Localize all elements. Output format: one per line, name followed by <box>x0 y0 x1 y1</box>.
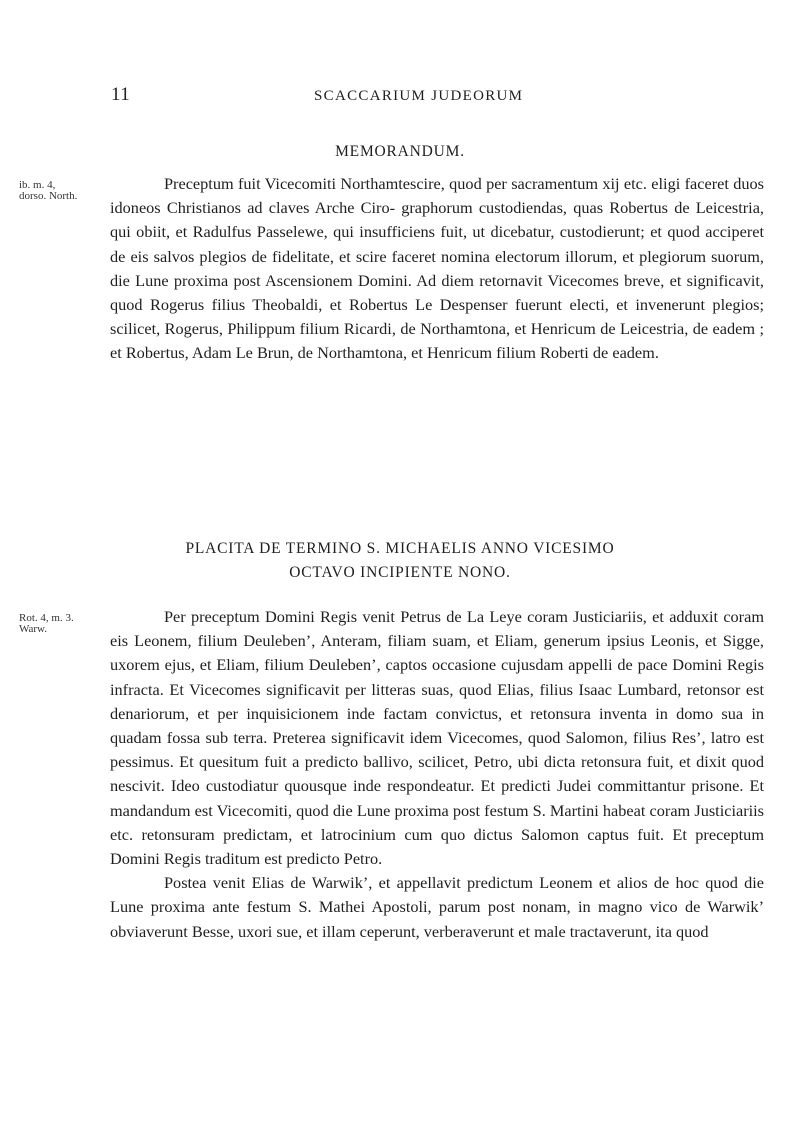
paragraph: Per preceptum Domini Regis venit Petrus de La Leye coram Justiciariis, et adduxit coram eis Leonem, filium Deuleben’, Anteram, filiam suam, et Eliam, generum ipsius Leonis, et Sigge, uxorem ejus, et Eliam, filium Deuleben’, captos occasione cujusdam appelli de pace Domini Regis infracta. Et Vicecomes significavit per litteras suas, quod Elias, filius Isaac Lumbard, retonsor est denariorum, et per inquisicionem inde factam convictus, et retonsura inventa in domo sua in quadam fossa sub terra. Preterea significavit idem Vicecomes, quod Salomon, filius Res’, latro est pessimus. Et quesitum fuit a predicto ballivo, scilicet, Petro, ubi dicta retonsura fuit, et dixit quod nescivit. Ideo custodiatur quousque inde respondeatur. Et predicti Judei committantur prisone. Et mandandum est Vicecomiti, quod die Lune proxima post festum S. Martini habeat coram Justiciariis etc. retonsuram predictam, et latrocinium cum quo dictus Salomon captus fuit. Et preceptum Domini Regis traditum est predicto Petro. <box>110 607 764 869</box>
margin-note-line: ib. m. 4, <box>19 179 56 191</box>
text-block-placita <box>110 605 764 944</box>
margin-note-line: Warw. <box>19 623 48 635</box>
heading-line: PLACITA DE TERMINO S. MICHAELIS ANNO VICESIMO <box>185 540 615 557</box>
margin-note-line: Rot. 4, m. 3. <box>19 612 74 624</box>
margin-note-2 <box>19 613 89 635</box>
text-block-memorandum <box>110 172 764 366</box>
paragraph: Preceptum fuit Vicecomiti Northamtescire, quod per sacramentum xij etc. eligi faceret duos idoneos Christianos ad claves Arche Ciro- graphorum custodiendas, quas Robertus de Leicestria, qui obiit, et Radulfus Passelewe, qui insufficiens fuit, ut dicebatur, custodierunt; et quod acciperet de eis salvos plegios de fidelitate, et scire faceret nomina electorum illorum, et plegiorum suorum, die Lune proxima post Ascensionem Domini. Ad diem retornavit Vicecomes breve, et significavit, quod Rogerus filius Theobaldi, et Robertus Le Despenser fuerunt electi, et invenerunt plegios; scilicet, Rogerus, Philippum filium Ricardi, de Northamtona, et Henricum de Leicestria, de eadem ; et Robertus, Adam Le Brun, de Northamtona, et Henricum filium Roberti de eadem. <box>110 174 764 363</box>
heading-line: OCTAVO INCIPIENTE NONO. <box>289 564 511 581</box>
page-number: 11 <box>111 84 131 105</box>
margin-note-line: dorso. North. <box>19 190 78 202</box>
running-head: SCACCARIUM JUDEORUM <box>314 88 524 104</box>
margin-note-1 <box>19 180 89 202</box>
section-heading-memorandum: MEMORANDUM. <box>335 143 465 160</box>
paragraph: Postea venit Elias de Warwik’, et appellavit predictum Leonem et alios de hoc quod die Lune proxima ante festum S. Mathei Apostoli, parum post nonam, in magno vico de Warwik’ obviaverunt Besse, uxori sue, et illam ceperunt, verberaverunt et male tractaverunt, ita quod <box>110 873 764 941</box>
section-heading-placita <box>0 537 800 585</box>
